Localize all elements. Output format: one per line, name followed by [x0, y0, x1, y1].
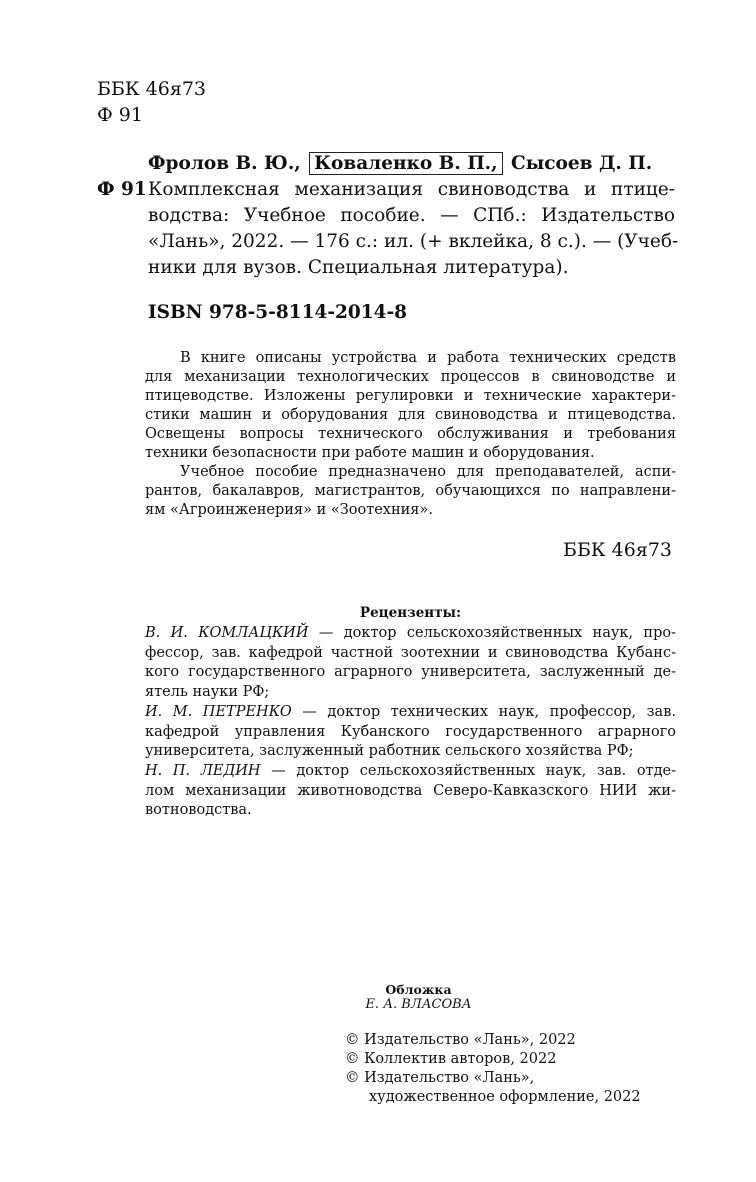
annotation-line: Освещены вопросы технического обслуживания и требования: [145, 426, 676, 442]
copyright-line: © Издательство «Лань»,: [345, 1070, 535, 1086]
title-line: «Лань», 2022. — 176 с.: ил. (+ вклейка, 8 с.). — (Учеб-: [148, 231, 679, 252]
annotation-line: рантов, бакалавров, магистрантов, обучающихся по направлени-: [145, 483, 676, 499]
author-code: Ф 91: [97, 179, 147, 200]
reviewers-list: [145, 624, 676, 821]
reviewer-petrenko: [145, 703, 676, 723]
isbn: ISBN 978-5-8114-2014-8: [148, 302, 408, 323]
bbk-code-bottom: ББК 46я73: [563, 539, 673, 561]
title-line: ники для вузов. Специальная литература).: [148, 257, 569, 278]
reviewer-name: И. М. ПЕТРЕНКО: [145, 703, 292, 720]
reviewer-name: В. И. КОМЛАЦКИЙ: [145, 625, 309, 641]
annotation-line: птицеводстве. Изложены регулировки и технические характери-: [145, 388, 676, 404]
reviewer-line: университета, заслуженный работник сельского хозяйства РФ;: [145, 743, 634, 760]
cover-label: Обложка: [385, 982, 452, 997]
annotation-line: техники безопасности при работе машин и оборудования.: [145, 445, 595, 461]
reviewer-line: фессор, зав. кафедрой частной зоотехнии и свиноводства Кубанс-: [145, 644, 676, 661]
annotation-line: Учебное пособие предназначено для преподавателей, аспи-: [180, 464, 676, 480]
bbk-code-top: [97, 76, 206, 128]
reviewer-line: вотноводства.: [145, 802, 252, 819]
author-sysoev: Сысоев Д. П.: [511, 153, 653, 174]
reviewer-line: кафедрой управления Кубанского государственного аграрного: [145, 723, 676, 740]
annotation-line: В книге описаны устройства и работа технических средств: [180, 350, 676, 366]
copyright-line: © Издательство «Лань», 2022: [345, 1032, 576, 1048]
reviewer-line: ятель науки РФ;: [145, 684, 270, 701]
author-kovalenko-boxed: Коваленко В. П.,: [309, 152, 502, 175]
reviewer-ledin: [145, 762, 676, 782]
author-mark: Ф 91: [97, 104, 143, 126]
reviewer-name: Н. П. ЛЕДИН: [145, 762, 261, 779]
annotation-line: стики машин и оборудования для свиноводства и птицеводства.: [145, 407, 676, 423]
cover-designer: Е. А. ВЛАСОВА: [365, 997, 472, 1012]
copyright-line: © Коллектив авторов, 2022: [345, 1051, 557, 1067]
annotation-line: для механизации технологических процессов в свиноводстве и: [145, 369, 676, 385]
title-line: Комплексная механизация свиноводства и птице-: [148, 179, 675, 200]
copyright-line: художественное оформление, 2022: [369, 1089, 641, 1105]
authors-line: [148, 151, 652, 177]
annotation-line: ям «Агроинженерия» и «Зоотехния».: [145, 502, 433, 518]
bibliographic-description: [148, 177, 679, 281]
reviewer-line: кого государственного аграрного университета, заслуженный де-: [145, 664, 676, 681]
reviewer-text: — доктор технических наук, профессор, зав.: [291, 703, 676, 720]
author-frolov: Фролов В. Ю.,: [148, 153, 301, 174]
copyright-block: [345, 1031, 641, 1107]
reviewers-heading: Рецензенты:: [359, 605, 462, 621]
title-line: водства: Учебное пособие. — СПб.: Издательство: [148, 205, 675, 226]
reviewer-text: — доктор сельскохозяйственных наук, зав. отде-: [260, 762, 676, 779]
reviewer-komlatsky: [145, 624, 676, 644]
reviewer-line: лом механизации животноводства Северо-Кавказского НИИ жи-: [145, 782, 676, 799]
reviewer-text: — доктор сельскохозяйственных наук, про-: [308, 625, 677, 641]
annotation: [145, 349, 676, 520]
bbk-index: ББК 46я73: [97, 78, 207, 100]
